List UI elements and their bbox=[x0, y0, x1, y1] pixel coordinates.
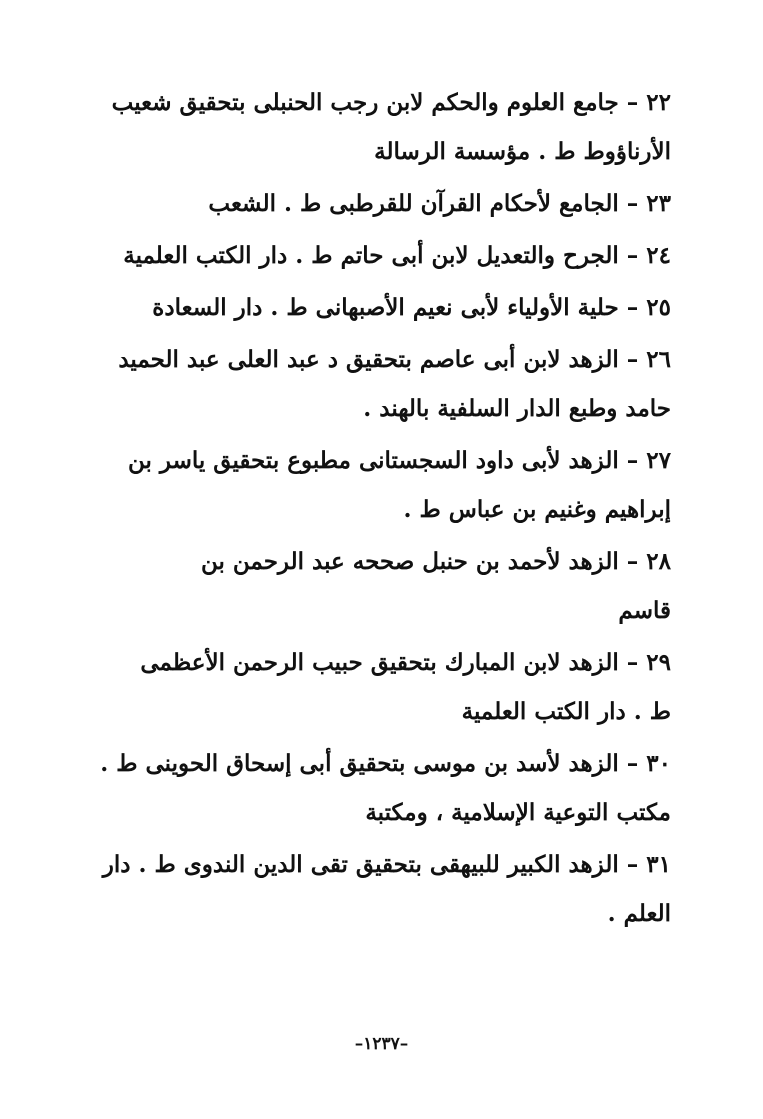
bibliography-entry-27 bbox=[86, 436, 671, 534]
bibliography-entry-22 bbox=[86, 78, 671, 176]
entry-line: الأرناؤوط ط . مؤسسة الرسالة bbox=[374, 138, 671, 165]
entry-line: ٣١ – الزهد الكبير للبيهقى بتحقيق تقى الدين الندوى ط . دار bbox=[102, 851, 671, 878]
entry-line: العلم . bbox=[607, 900, 671, 927]
entry-line: ٢٤ – الجرح والتعديل لابن أبى حاتم ط . دار الكتب العلمية bbox=[123, 242, 671, 269]
entry-line: مكتب التوعية الإسلامية ، ومكتبة bbox=[365, 799, 671, 826]
entry-line: ٢٣ – الجامع لأحكام القرآن للقرطبى ط . الشعب bbox=[208, 190, 671, 217]
entry-line: إبراهيم وغنيم بن عباس ط . bbox=[403, 496, 671, 523]
bibliography-entry-23 bbox=[86, 179, 671, 228]
page-number: –١٢٣٧– bbox=[354, 1034, 409, 1054]
entry-line: حامد وطبع الدار السلفية بالهند . bbox=[363, 395, 671, 422]
bibliography-entry-26 bbox=[86, 335, 671, 433]
entry-line: ٢٨ – الزهد لأحمد بن حنبل صححه عبد الرحمن بن bbox=[200, 548, 671, 575]
entry-line: ٢٦ – الزهد لابن أبى عاصم بتحقيق د عبد العلى عبد الحميد bbox=[118, 346, 671, 373]
bibliography-list bbox=[86, 78, 671, 941]
entry-line: قاسم bbox=[618, 597, 671, 624]
entry-line: ٣٠ – الزهد لأسد بن موسى بتحقيق أبى إسحاق الحوينى ط . bbox=[100, 750, 671, 777]
bibliography-entry-31 bbox=[86, 840, 671, 938]
bibliography-entry-29 bbox=[86, 638, 671, 736]
bibliography-entry-30 bbox=[86, 739, 671, 837]
entry-line: ط . دار الكتب العلمية bbox=[461, 698, 671, 725]
entry-line: ٢٧ – الزهد لأبى داود السجستانى مطبوع بتحقيق ياسر بن bbox=[127, 447, 671, 474]
entry-line: ٢٥ – حلية الأولياء لأبى نعيم الأصبهانى ط . دار السعادة bbox=[152, 294, 671, 321]
bibliography-entry-25 bbox=[86, 283, 671, 332]
bibliography-entry-24 bbox=[86, 231, 671, 280]
entry-line: ٢٩ – الزهد لابن المبارك بتحقيق حبيب الرحمن الأعظمى bbox=[140, 649, 671, 676]
entry-line: ٢٢ – جامع العلوم والحكم لابن رجب الحنبلى بتحقيق شعيب bbox=[111, 89, 671, 116]
bibliography-entry-28 bbox=[86, 537, 671, 635]
